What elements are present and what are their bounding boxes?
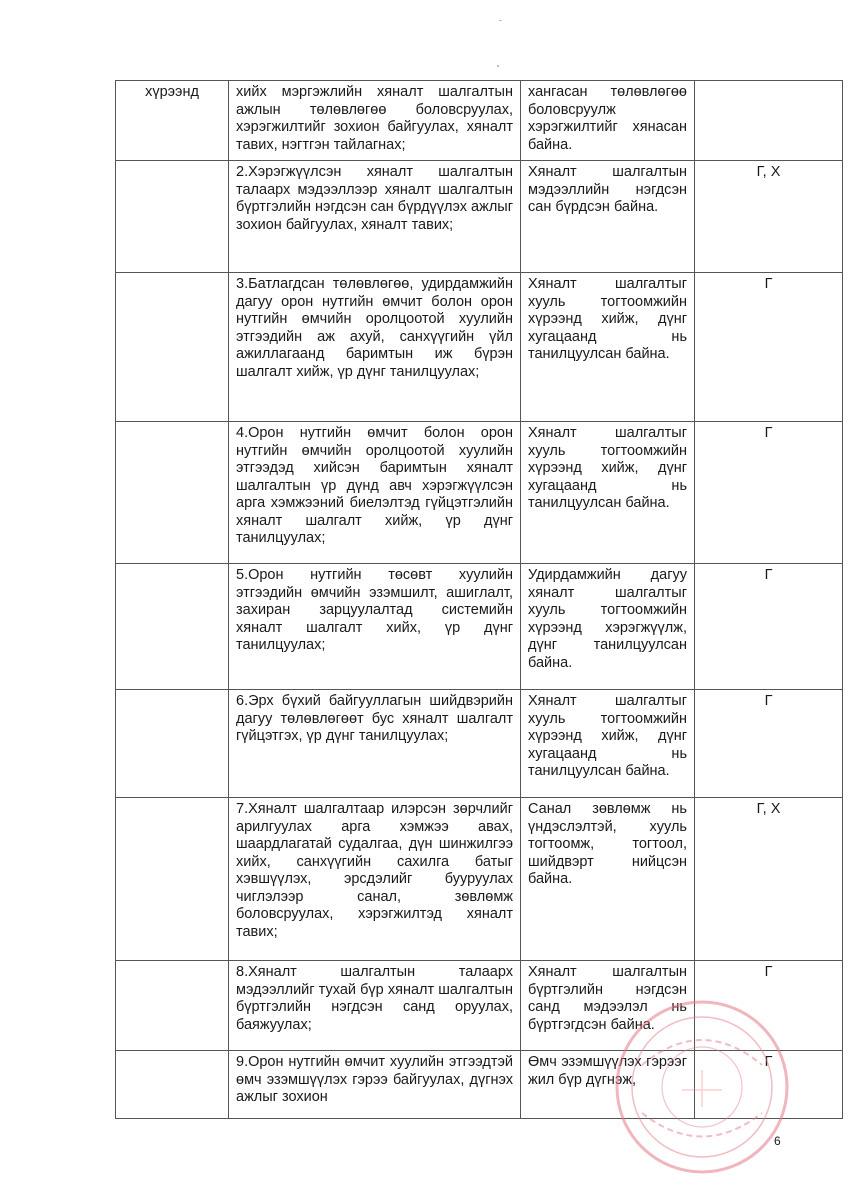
indicator-cell: Хяналт шалгалтыг хууль тогтоомжийн хүрээнд хийж, дүнг хугацаанд нь танилцуулсан байна.: [521, 690, 695, 798]
scan-speck: [499, 20, 502, 21]
task-cell: 5.Орон нутгийн төсөвт хуулийн этгээдийн өмчийн эзэмшилт, ашиглалт, захиран зарцуулалтад системийн хяналт шалгалт хийх, үр дүнг танилцуулах;: [229, 564, 521, 690]
indicator-cell: Хяналт шалгалтыг хууль тогтоомжийн хүрээнд хийж, дүнг хугацаанд нь танилцуулсан байна.: [521, 422, 695, 564]
category-cell: хүрээнд: [116, 81, 229, 161]
indicator-cell: Хяналт шалгалтын мэдээллийн нэгдсэн сан бүрдсэн байна.: [521, 161, 695, 273]
category-cell: [116, 422, 229, 564]
indicator-cell: Өмч эзэмшүүлэх гэрээг жил бүр дүгнэж,: [521, 1051, 695, 1119]
category-cell: [116, 798, 229, 961]
scan-speck: [497, 65, 499, 67]
indicator-cell: Удирдамжийн дагуу хяналт шалгалтыг хууль тогтоомжийн хүрээнд хэрэгжүүлж, дүнг танилцуулсан байна.: [521, 564, 695, 690]
task-cell: 6.Эрх бүхий байгууллагын шийдвэрийн дагуу төлөвлөгөөт бус хяналт шалгалт гүйцэтгэх, үр дүнг танилцуулах;: [229, 690, 521, 798]
category-cell: [116, 564, 229, 690]
code-cell: [695, 81, 843, 161]
task-cell: 4.Орон нутгийн өмчит болон орон нутгийн өмчийн оролцоотой хуулийн этгээдэд хийсэн баримтын хяналт шалгалтын үр дүнд авч хэрэгжүүлсэн арга хэмжээний биелэлтэд гүйцэтгэлийн хяналт шалгалт хийж, үр дүнг танилцуулах;: [229, 422, 521, 564]
table-row: [116, 273, 843, 422]
task-cell: 2.Хэрэгжүүлсэн хяналт шалгалтын талаарх мэдээллээр хяналт шалгалтын бүртгэлийн нэгдсэн сан бүрдүүлэх ажлыг зохион байгуулах, хяналт тавих;: [229, 161, 521, 273]
task-cell: 3.Батлагдсан төлөвлөгөө, удирдамжийн дагуу орон нутгийн өмчит болон орон нутгийн өмчийн оролцоотой хуулийн этгээдийн аж ахуй, санхүүгийн үйл ажиллагаанд баримтын иж бүрэн шалгалт хийж, үр дүнг танилцуулах;: [229, 273, 521, 422]
table-row: [116, 422, 843, 564]
task-cell: 9.Орон нутгийн өмчит хуулийн этгээдтэй өмч эзэмшүүлэх гэрээ байгуулах, дүгнэх ажлыг зохион: [229, 1051, 521, 1119]
job-duties-table: [115, 80, 843, 1119]
indicator-cell: Санал зөвлөмж нь үндэслэлтэй, хууль тогтоомж, тогтоол, шийдвэрт нийцсэн байна.: [521, 798, 695, 961]
task-cell: хийх мэргэжлийн хяналт шалгалтын ажлын төлөвлөгөө боловсруулах, хэрэгжилтийг зохион байгуулах, хяналт тавих, нэгтгэн тайлагнах;: [229, 81, 521, 161]
code-cell: Г: [695, 690, 843, 798]
table-row: [116, 564, 843, 690]
task-cell: 8.Хяналт шалгалтын талаарх мэдээллийг тухай бүр хяналт шалгалтын бүртгэлийн нэгдсэн санд оруулах, баяжуулах;: [229, 961, 521, 1051]
table-row: [116, 81, 843, 161]
category-cell: [116, 1051, 229, 1119]
code-cell: Г: [695, 422, 843, 564]
page-number: 6: [774, 1134, 781, 1148]
table-row: [116, 1051, 843, 1119]
indicator-cell: хангасан төлөвлөгөө боловсруулж хэрэгжилтийг хянасан байна.: [521, 81, 695, 161]
code-cell: Г: [695, 1051, 843, 1119]
category-cell: [116, 690, 229, 798]
category-cell: [116, 961, 229, 1051]
category-cell: [116, 161, 229, 273]
table-row: [116, 798, 843, 961]
indicator-cell: Хяналт шалгалтын бүртгэлийн нэгдсэн санд мэдээлэл нь бүртгэгдсэн байна.: [521, 961, 695, 1051]
table-row: [116, 961, 843, 1051]
table-row: [116, 161, 843, 273]
category-cell: [116, 273, 229, 422]
code-cell: Г, Х: [695, 798, 843, 961]
task-cell: 7.Хяналт шалгалтаар илэрсэн зөрчлийг арилгуулах арга хэмжээ авах, шаардлагатай судалгаа, дүн шинжилгээ хийх, санхүүгийн сахилга батыг хэвшүүлэх, эрсдэлийг бууруулах чиглэлээр санал, зөвлөмж боловсруулах, хэрэгжилтэд хяналт тавих;: [229, 798, 521, 961]
code-cell: Г: [695, 961, 843, 1051]
indicator-cell: Хяналт шалгалтыг хууль тогтоомжийн хүрээнд хийж, дүнг хугацаанд нь танилцуулсан байна.: [521, 273, 695, 422]
code-cell: Г: [695, 273, 843, 422]
table-row: [116, 690, 843, 798]
code-cell: Г, Х: [695, 161, 843, 273]
code-cell: Г: [695, 564, 843, 690]
